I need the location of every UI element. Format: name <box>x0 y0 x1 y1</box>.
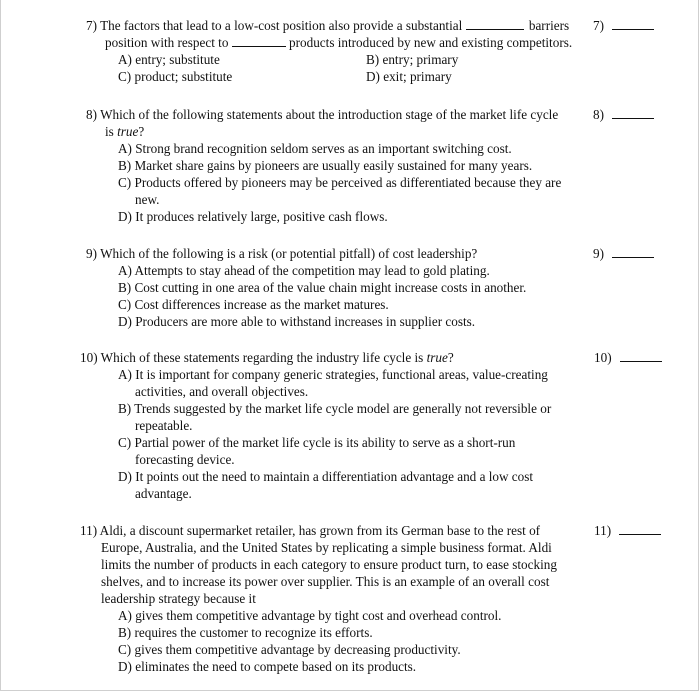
question-10-options <box>80 366 585 502</box>
question-8 <box>86 106 586 225</box>
option-a: A) Strong brand recognition seldom serves as an important switching cost. <box>118 141 512 156</box>
option-a-continued: activities, and overall objectives. <box>135 384 309 399</box>
option-c: C) Products offered by pioneers may be perceived as differentiated because they are <box>118 175 562 190</box>
question-9-options <box>86 262 586 330</box>
question-7 <box>86 17 586 85</box>
question-9 <box>86 245 586 330</box>
question-11 <box>80 522 585 675</box>
answer-blank-11[interactable]: 11) <box>594 522 661 539</box>
answer-blank-9[interactable]: 9) <box>593 245 654 262</box>
fill-in-blank <box>466 17 524 30</box>
option-b: B) Market share gains by pioneers are usually easily sustained for many years. <box>118 158 533 173</box>
question-11-stem-line-4: shelves, and to increase its power over supplier. This is an example of an overall cost <box>101 574 550 589</box>
option-c: C) Partial power of the market life cycle is its ability to serve as a short-run <box>118 435 516 450</box>
question-11-stem-line-2: Europe, Australia, and the United States by replicating a simple business format. Aldi <box>101 540 552 555</box>
question-8-stem-line-1: 8) Which of the following statements about the introduction stage of the market life cycle <box>86 107 559 122</box>
answer-blank-7[interactable]: 7) <box>593 17 654 34</box>
option-d: D) It produces relatively large, positive cash flows. <box>118 209 388 224</box>
question-7-stem-line-1: 7) The factors that lead to a low-cost position also provide a substantial barriers <box>86 18 570 33</box>
question-7-options <box>86 51 586 85</box>
option-a: A) gives them competitive advantage by tight cost and overhead control. <box>118 608 502 623</box>
option-b: B) Trends suggested by the market life cycle model are generally not reversible or <box>118 401 552 416</box>
fill-in-blank <box>232 34 286 47</box>
option-b-continued: repeatable. <box>135 418 193 433</box>
answer-line <box>612 17 654 30</box>
question-8-options <box>86 140 586 225</box>
option-d: D) Producers are more able to withstand increases in supplier costs. <box>118 314 476 329</box>
answer-line <box>620 349 662 362</box>
question-10-stem: 10) Which of these statements regarding the industry life cycle is true? <box>80 350 454 365</box>
question-11-stem-line-1: 11) Aldi, a discount supermarket retailer, has grown from its German base to the rest of <box>80 523 541 538</box>
option-c-continued: forecasting device. <box>135 452 235 467</box>
option-a: A) Attempts to stay ahead of the competition may lead to gold plating. <box>118 263 490 278</box>
question-9-stem: 9) Which of the following is a risk (or potential pitfall) of cost leadership? <box>86 246 478 261</box>
option-c: C) gives them competitive advantage by decreasing productivity. <box>118 642 461 657</box>
question-11-options <box>80 607 585 675</box>
option-a: A) It is important for company generic strategies, functional areas, value-creating <box>118 367 548 382</box>
option-d-continued: advantage. <box>135 486 192 501</box>
option-b: B) requires the customer to recognize its efforts. <box>118 625 373 640</box>
question-8-stem-line-2: is true? <box>105 124 145 139</box>
option-c: C) product; substitute <box>118 69 233 84</box>
option-d: D) eliminates the need to compete based on its products. <box>118 659 417 674</box>
option-c: C) Cost differences increase as the market matures. <box>118 297 389 312</box>
answer-blank-8[interactable]: 8) <box>593 106 654 123</box>
question-11-stem-line-3: limits the number of products in each category to ensure product turn, to ease stocking <box>101 557 557 572</box>
option-d: D) exit; primary <box>366 69 452 84</box>
question-10 <box>80 349 585 502</box>
answer-line <box>619 522 661 535</box>
answer-blank-10[interactable]: 10) <box>594 349 662 366</box>
answer-line <box>612 106 654 119</box>
option-a: A) entry; substitute <box>118 52 220 67</box>
question-7-stem-line-2: position with respect to products introduced by new and existing competitors. <box>105 35 573 50</box>
option-b: B) Cost cutting in one area of the value chain might increase costs in another. <box>118 280 527 295</box>
question-11-stem-line-5: leadership strategy because it <box>101 591 256 606</box>
option-c-continued: new. <box>135 192 160 207</box>
option-b: B) entry; primary <box>366 52 459 67</box>
answer-line <box>612 245 654 258</box>
option-d: D) It points out the need to maintain a differentiation advantage and a low cost <box>118 469 534 484</box>
